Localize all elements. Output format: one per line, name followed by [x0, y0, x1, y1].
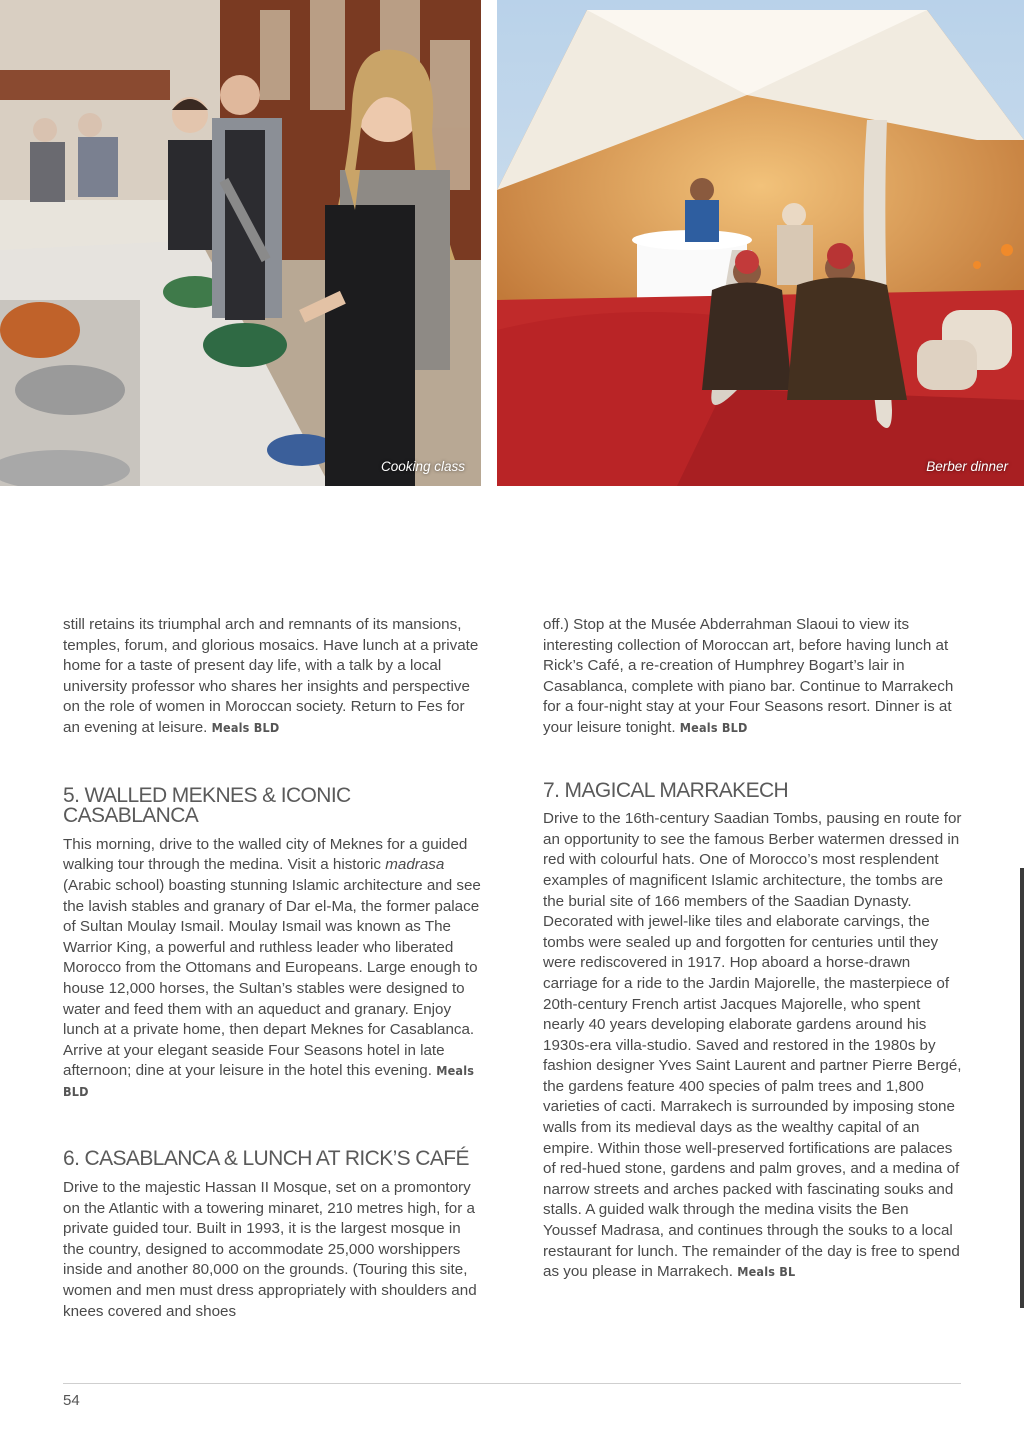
footer-rule: [63, 1383, 961, 1384]
day5-text-part1: This morning, drive to the walled city of Meknes for a guided walking tour through the medina. Visit a historic: [63, 835, 468, 874]
cooking-class-image: [0, 0, 481, 486]
berber-dinner-photo: [497, 0, 1024, 486]
day6-continued-paragraph: [543, 615, 963, 739]
day5-paragraph: [63, 835, 481, 1103]
berber-dinner-image: [497, 0, 1024, 486]
day5-heading: 5. WALLED MEKNES & ICONIC CASABLANCA: [63, 783, 351, 828]
madrasa-term: madrasa: [385, 856, 445, 874]
day6-continued-text: off.) Stop at the Musée Abderrahman Slaoui to view its interesting collection of Moroccan art, before having lunch at Rick’s Café, a re-creation of Humphrey Bogart’s lair in Casablanca, complete with piano bar. Continue to Marrakech for a four-night stay at your Four Seasons resort. Dinner is at your leisure tonight.: [543, 616, 954, 736]
day5-text-part2: (Arabic school) boasting stunning Islamic architecture and see the lavish stables and granary of Dar el-Ma, the former palace of Sultan Moulay Ismail. Moulay Ismail was known as The Warrior King, a powerful and ruthless leader who liberated Morocco from the Ottomans and Europeans. Large enough to house 12,000 horses, the Sultan’s stables were designed to water and feed them with an aqueduct and granary. Enjoy lunch at a private home, then depart Meknes for Casablanca. Arrive at your elegant seaside Four Seasons hotel in late afternoon; dine at your leisure in the hotel this evening.: [63, 876, 481, 1080]
day7-heading: 7. MAGICAL MARRAKECH: [543, 778, 789, 802]
cooking-class-photo: [0, 0, 481, 486]
day6-heading: 6. CASABLANCA & LUNCH AT RICK’S CAFÉ: [63, 1147, 469, 1171]
meals-label: Meals BLD: [211, 719, 280, 735]
meals-label: Meals BLD: [679, 719, 748, 735]
meals-label: Meals BLD: [63, 1063, 475, 1099]
page-number: 54: [63, 1392, 80, 1409]
left-column: [63, 615, 481, 1322]
day4-continued-text: still retains its triumphal arch and remnants of its mansions, temples, forum, and glorious mosaics. Have lunch at a private home for a taste of present day life, with a talk by a local university professor who shares her insights and perspective on the role of women in Moroccan society. Return to Fes for an evening at leisure.: [63, 616, 479, 736]
day6-text: Drive to the majestic Hassan II Mosque, set on a promontory on the Atlantic with a towering minaret, 210 metres high, for a private guided tour. Built in 1993, it is the largest mosque in the country, designed to accommodate 25,000 worshippers inside and another 80,000 on the grounds. (Touring this site, women and men must dress appropriately with shoulders and knees covered and shoes: [63, 1179, 477, 1320]
photo-caption-cooking: Cooking class: [380, 459, 465, 474]
page-edge-tab: [1020, 868, 1024, 1308]
day4-continued-paragraph: [63, 615, 481, 739]
day7-paragraph: [543, 809, 963, 1283]
photo-caption-berber: Berber dinner: [926, 459, 1008, 474]
day7-text: Drive to the 16th-century Saadian Tombs, pausing en route for an opportunity to see the famous Berber watermen dressed in red with colourful hats. One of Morocco’s most resplendent examples of magnificent Islamic architecture, the tombs are the burial site of 166 members of the Saadian Dynasty. Decorated with jewel-like tiles and elaborate carvings, the tombs were sealed up and forgotten for centuries until they were rediscovered in 1917. Hop aboard a horse-drawn carriage for a ride to the Jardin Majorelle, the masterpiece of 20th-century French artist Jacques Majorelle, who spent nearly 40 years developing elaborate gardens around his 1930s-era villa-studio. Saved and restored in the 1980s by fashion designer Yves Saint Laurent and partner Pierre Bergé, the gardens feature 400 species of palm trees and 1,800 varieties of cacti. Marrakech is surrounded by imposing stone walls from its medieval days as the wealthy capital of an empire. Within those well-preserved fortifications are palaces of red-hued stone, gardens and palm groves, and a medina of narrow streets and arches packed with fascinating souks and stalls. A guided walk through the medina visits the Ben Youssef Madrasa, and continues through the souks to a local restaurant for lunch. The remainder of the day is free to spend as you please in Marrakech.: [543, 810, 962, 1281]
day6-paragraph: [63, 1178, 481, 1322]
right-column: [543, 615, 963, 1283]
meals-label: Meals BL: [737, 1264, 796, 1280]
